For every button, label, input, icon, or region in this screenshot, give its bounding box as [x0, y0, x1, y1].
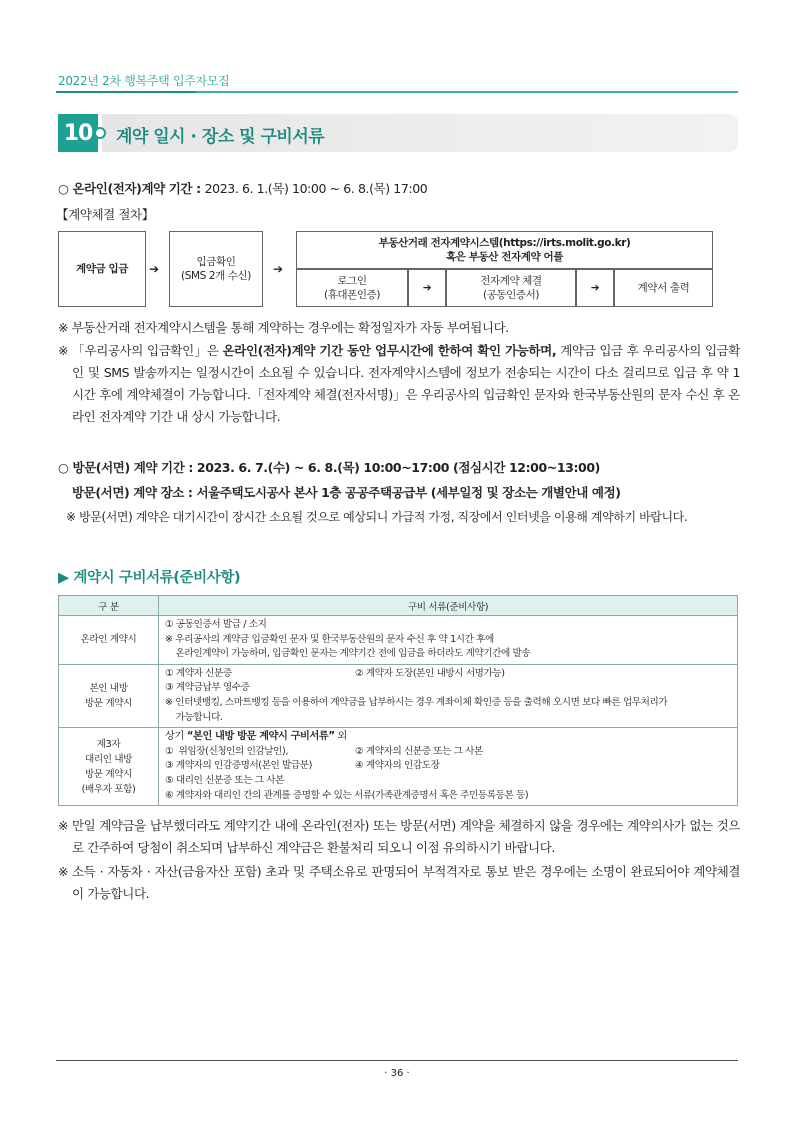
- docs-table: [58, 595, 738, 806]
- docs-note-1: [58, 815, 740, 859]
- online-period-label: ○ 온라인(전자)계약 기간 :: [58, 181, 205, 196]
- table-row: [59, 664, 738, 727]
- header-rule-accent: [56, 91, 196, 93]
- item-intro: [165, 730, 731, 745]
- flow-step-confirm-line2: (SMS 2개 수신): [181, 270, 251, 282]
- category-line: 본인 내방: [89, 682, 128, 694]
- item-line: ⑤ 대리인 신분증 또는 그 사본: [165, 774, 284, 786]
- docs-heading: ▶ 계약시 구비서류(준비사항): [58, 570, 241, 586]
- col-category: 구 분: [59, 596, 159, 616]
- online-note-2: [58, 340, 740, 428]
- flow-arrow-icon: ➔: [576, 269, 614, 307]
- category-line: (배우자 포함): [81, 783, 136, 795]
- online-note-2b: 온라인(전자)계약 기간 동안 업무시간에 한하여 확인 가능하며,: [222, 343, 557, 358]
- table-row: [59, 728, 738, 806]
- flow-login-line1: 로그인: [337, 274, 367, 287]
- online-note-2a: 「우리공사의 입금확인」은: [72, 343, 223, 358]
- docs-note-1-text: 만일 계약금을 납부했더라도 계약기간 내에 온라인(전자) 또는 방문(서면) 계약을 체결하지 않을 경우에는 계약의사가 없는 것으로 간주하여 당첨이 취소되며 납부하신 계약금은 환불처리 되오니 이점 유의하시기 바랍니다.: [72, 818, 740, 855]
- flow-substep-sign: [446, 269, 576, 307]
- docs-note-2: [58, 861, 740, 905]
- section-dot-icon: [94, 127, 106, 139]
- item-line: ③ 계약자의 인감증명서(본인 발급분): [165, 760, 312, 772]
- item-line: 온라인계약이 가능하며, 입금확인 문자는 계약기간 전에 입금을 하더라도 계약기간에 발송: [165, 648, 531, 660]
- section-title: 계약 일시 · 장소 및 구비서류: [116, 127, 325, 147]
- visit-period-value: 2023. 6. 7.(수) ~ 6. 8.(목) 10:00~17:00 (점심시간 12:00~13:00): [196, 460, 600, 475]
- category-line: 제3자: [96, 738, 121, 750]
- docs-note-2-text: 소득 · 자동차 · 자산(금융자산 포함) 초과 및 주택소유로 판명되어 부적격자로 통보 받은 경우에는 소명이 완료되어야 계약체결이 가능합니다.: [72, 864, 740, 901]
- item-line: ② 계약자의 신분증 또는 그 사본: [355, 745, 483, 757]
- intro-prefix: 상기: [165, 731, 187, 743]
- item-pair: [165, 667, 731, 682]
- visit-place-value: 서울주택도시공사 본사 1층 공공주택공급부 (세부일정 및 장소는 개별안내 예정): [196, 485, 621, 500]
- footer-rule: [56, 1060, 738, 1061]
- procedure-label: 【계약체결 절차】: [56, 207, 154, 222]
- item-line: ② 계약자 도장(본인 내방시 서명가능): [355, 667, 505, 679]
- online-note-1: ※ 부동산거래 전자계약시스템을 통해 계약하는 경우에는 확정일자가 자동 부여됩니다.: [58, 320, 509, 335]
- item-line: ① 계약자 신분증: [165, 667, 232, 679]
- category-line: 온라인 계약시: [80, 634, 137, 646]
- item-line: ⑥ 계약자와 대리인 간의 관계를 증명할 수 있는 서류(가족관계증명서 혹은 주민등록등본 등): [165, 789, 529, 801]
- flow-step-deposit: 계약금 입금: [58, 231, 146, 307]
- online-period: [58, 179, 427, 197]
- item-line: ④ 계약자의 인감도장: [355, 760, 440, 772]
- item-pair: [165, 745, 731, 760]
- online-period-value: 2023. 6. 1.(목) 10:00 ~ 6. 8.(목) 17:00: [204, 181, 428, 196]
- flow-sign-line2: (공동인증서): [482, 289, 540, 301]
- item-line: ③ 계약금납부 영수증: [165, 682, 250, 694]
- row-category-self: [59, 664, 159, 727]
- note-mark: ※: [58, 818, 69, 833]
- running-header: 2022년 2차 행복주택 입주자모집: [58, 74, 230, 88]
- flow-step-confirm-line1: 입금확인: [196, 255, 236, 268]
- page-number: · 36 ·: [384, 1068, 410, 1079]
- category-line: 방문 계약시: [85, 768, 132, 780]
- flow-substep-print: 계약서 출력: [614, 269, 713, 307]
- row-category-online: [59, 616, 159, 665]
- col-documents: 구비 서류(준비사항): [159, 596, 738, 616]
- visit-period: [58, 458, 600, 476]
- note-mark: ※: [58, 343, 69, 358]
- item-line: ※ 인터넷뱅킹, 스마트뱅킹 등을 이용하여 계약금을 납부하시는 경우 계좌이체 확인증 등을 출력해 오시면 보다 빠른 업무처리가: [165, 696, 668, 708]
- section-title-bar: [58, 114, 738, 152]
- online-note-2c: 계약금 입금 후 우리공사의 입금확인 및 SMS 발송까지는 일정시간이 소요될 수 있습니다. 전자계약시스템에 정보가 전송되는 시간이 다소 걸리므로 입금 후 약 1시간 후에 계약체결이 가능합니다.「전자계약 체결(전자서명)」은 우리공사의 입금확인 문자와 한국부동산원의 문자 수신 후 온라인 전자계약 기간 내 상시 가능합니다.: [72, 343, 740, 424]
- flow-login-line2: (휴대폰인증): [323, 289, 381, 301]
- category-line: 대리인 내방: [85, 753, 132, 765]
- item-pair: [165, 759, 731, 774]
- flow-arrow-icon: ➔: [149, 262, 160, 276]
- visit-place: [72, 483, 621, 501]
- row-category-proxy: [59, 728, 159, 806]
- intro-suffix: 외: [334, 731, 347, 743]
- section-number: 10: [58, 114, 98, 152]
- flow-system-box: [296, 231, 713, 269]
- flow-sign-line1: 전자계약 체결: [480, 274, 542, 287]
- flow-arrow-icon: ➔: [273, 262, 284, 276]
- visit-period-label: ○ 방문(서면) 계약 기간 :: [58, 460, 197, 475]
- flow-substep-login: [296, 269, 408, 307]
- item-line: ① 공동인증서 발급 / 소지: [165, 619, 267, 630]
- intro-emphasis: “본인 내방 방문 계약시 구비서류”: [186, 731, 335, 743]
- item-line: ① 위임장(신청인의 인감날인),: [165, 745, 289, 757]
- category-line: 방문 계약시: [85, 697, 132, 709]
- row-items-online: [159, 616, 738, 665]
- row-items-proxy: [159, 728, 738, 806]
- flow-system-line1: 부동산거래 전자계약시스템(https://irts.molit.go.kr): [378, 236, 631, 249]
- visit-note: ※ 방문(서면) 계약은 대기시간이 장시간 소요될 것으로 예상되니 가급적 가정, 직장에서 인터넷을 이용해 계약하기 바랍니다.: [66, 510, 688, 524]
- flow-system-line2: 혹은 부동산 전자계약 어플: [446, 251, 563, 263]
- note-mark: ※: [58, 864, 69, 879]
- table-header-row: [59, 596, 738, 616]
- visit-place-label: 방문(서면) 계약 장소 :: [72, 485, 197, 500]
- table-row: [59, 616, 738, 665]
- row-items-self: [159, 664, 738, 727]
- item-line: 가능합니다.: [165, 711, 223, 723]
- flow-step-confirm: [169, 231, 263, 307]
- item-line: ※ 우리공사의 계약금 입금확인 문자 및 한국부동산원의 문자 수신 후 약 1시간 후에: [165, 633, 494, 645]
- flow-arrow-icon: ➔: [408, 269, 446, 307]
